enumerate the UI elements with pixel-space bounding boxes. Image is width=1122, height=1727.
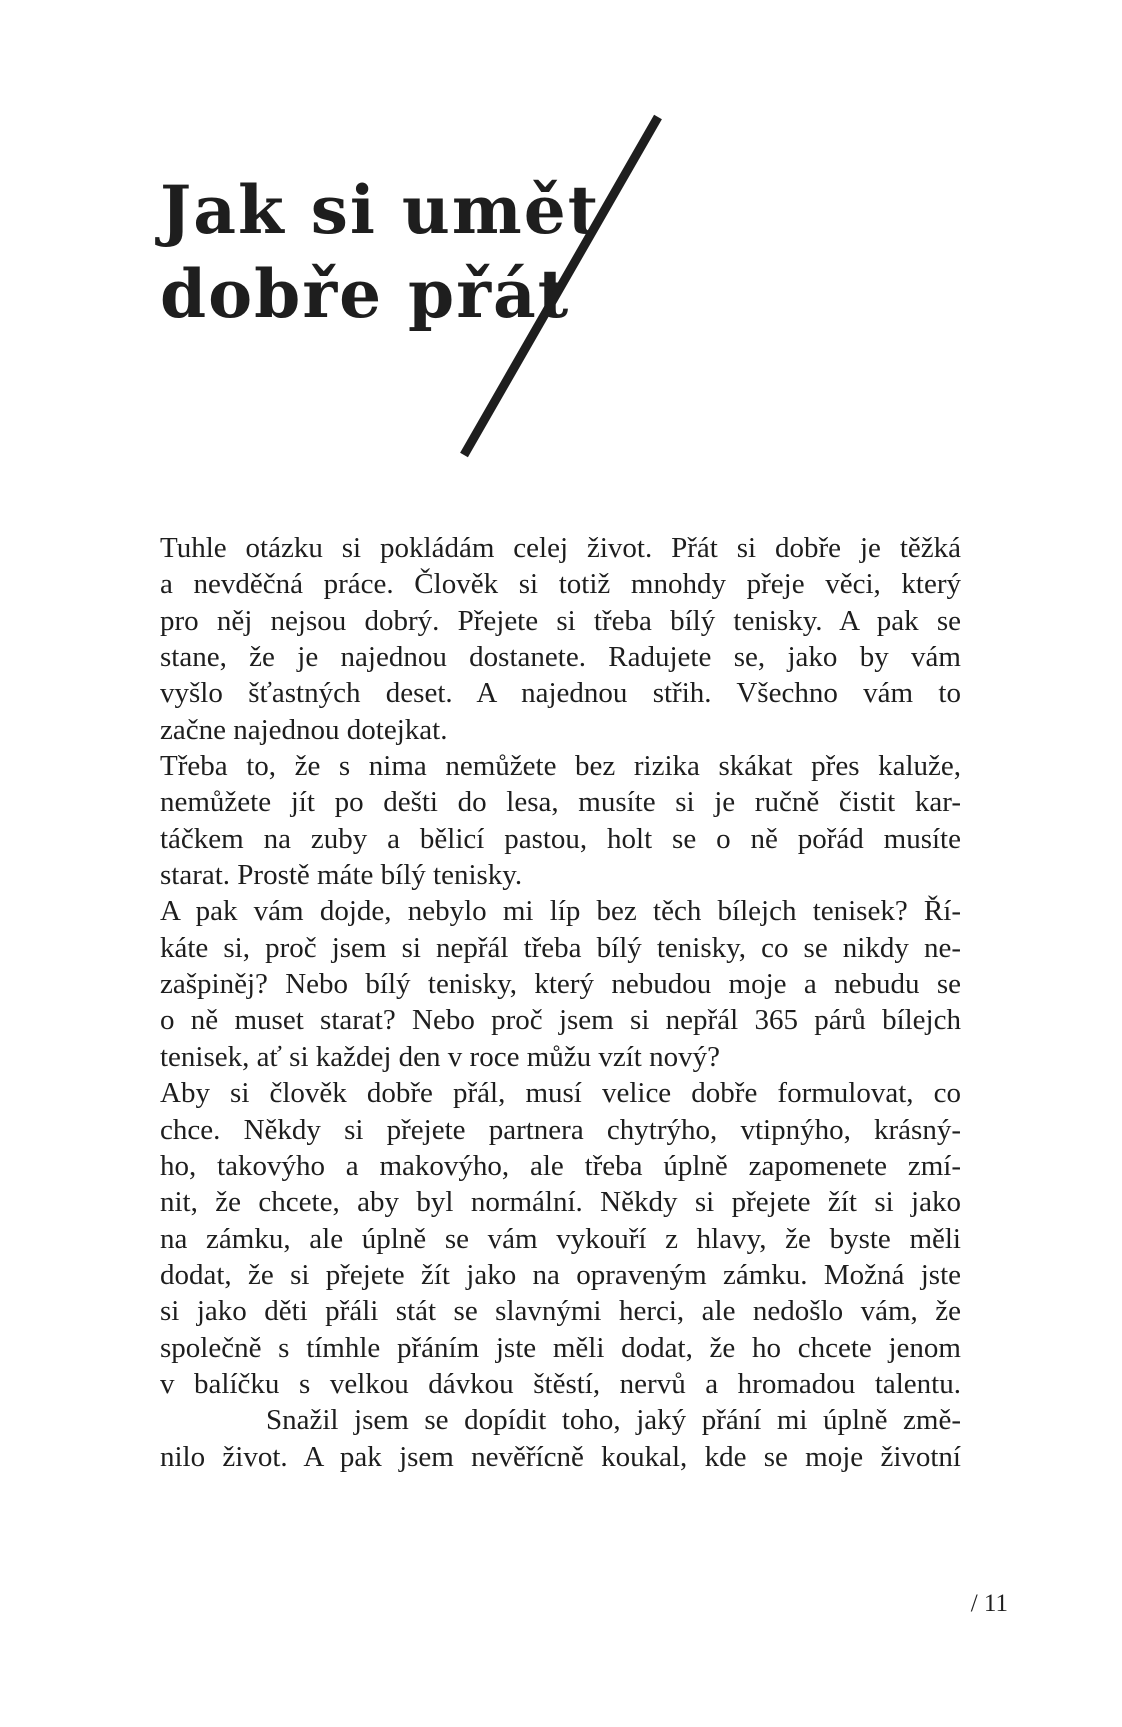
text-line: o ně muset starat? Nebo proč jsem si nepřál 365 párů bílejch — [160, 1004, 961, 1037]
text-line: pro něj nejsou dobrý. Přejete si třeba bílý tenisky. A pak se — [160, 604, 961, 637]
chapter-title-line: Jak si umět — [160, 171, 601, 249]
text-line: na zámku, ale úplně se vám vykouří z hlavy, že byste měli — [160, 1222, 961, 1255]
text-line: ho, takovýho a makovýho, ale třeba úplně zapomenete zmí- — [160, 1149, 961, 1182]
text-line: si jako děti přáli stát se slavnými herci, ale nedošlo vám, že — [160, 1295, 961, 1328]
text-line: tenisek, ať si každej den v roce můžu vzít nový? — [160, 1040, 720, 1073]
chapter-title-line: dobře přát — [160, 255, 571, 333]
text-line: Tuhle otázku si pokládám celej život. Přát si dobře je těžká — [160, 532, 961, 564]
text-line: A pak vám dojde, nebylo mi líp bez těch bílejch tenisek? Ří- — [160, 895, 961, 928]
page-number: / 11 — [970, 1590, 1008, 1617]
text-line: Třeba to, že s nima nemůžete bez rizika skákat přes kaluže, — [160, 750, 961, 783]
text-line: nemůžete jít po dešti do lesa, musíte si je ručně čistit kar- — [160, 786, 961, 819]
slash-line — [464, 117, 658, 455]
text-line: a nevděčná práce. Člověk si totiž mnohdy přeje věci, který — [160, 568, 961, 601]
text-line: vyšlo šťastných deset. A najednou střih. Všechno vám to — [160, 677, 961, 710]
text-line: nit, že chcete, aby byl normální. Někdy si přejete žít si jako — [160, 1186, 961, 1219]
body-text — [160, 530, 961, 1475]
text-line: Aby si člověk dobře přál, musí velice dobře formulovat, co — [160, 1077, 961, 1110]
text-line: nilo život. A pak jsem nevěřícně koukal, kde se moje životní — [160, 1440, 961, 1473]
text-line: začne najednou dotejkat. — [160, 713, 448, 746]
text-line: káte si, proč jsem si nepřál třeba bílý tenisky, co se nikdy ne- — [160, 931, 961, 964]
text-line: táčkem na zuby a bělicí pastou, holt se o ně pořád musíte — [160, 822, 961, 855]
text-line: společně s tímhle přáním jste měli dodat, že ho chcete jenom — [160, 1331, 961, 1364]
text-line: v balíčku s velkou dávkou štěstí, nervů a hromadou talentu. — [160, 1367, 961, 1400]
text-line: stane, že je najednou dostanete. Radujete se, jako by vám — [160, 641, 961, 674]
text-line: zašpiněj? Nebo bílý tenisky, který nebudou moje a nebudu se — [160, 968, 961, 1001]
text-line: dodat, že si přejete žít jako na opraveným zámku. Možná jste — [160, 1258, 961, 1291]
text-line: chce. Někdy si přejete partnera chytrýho, vtipnýho, krásný- — [160, 1113, 961, 1146]
text-line: Snažil jsem se dopídit toho, jaký přání mi úplně změ- — [266, 1404, 961, 1437]
text-line: starat. Prostě máte bílý tenisky. — [160, 859, 523, 892]
